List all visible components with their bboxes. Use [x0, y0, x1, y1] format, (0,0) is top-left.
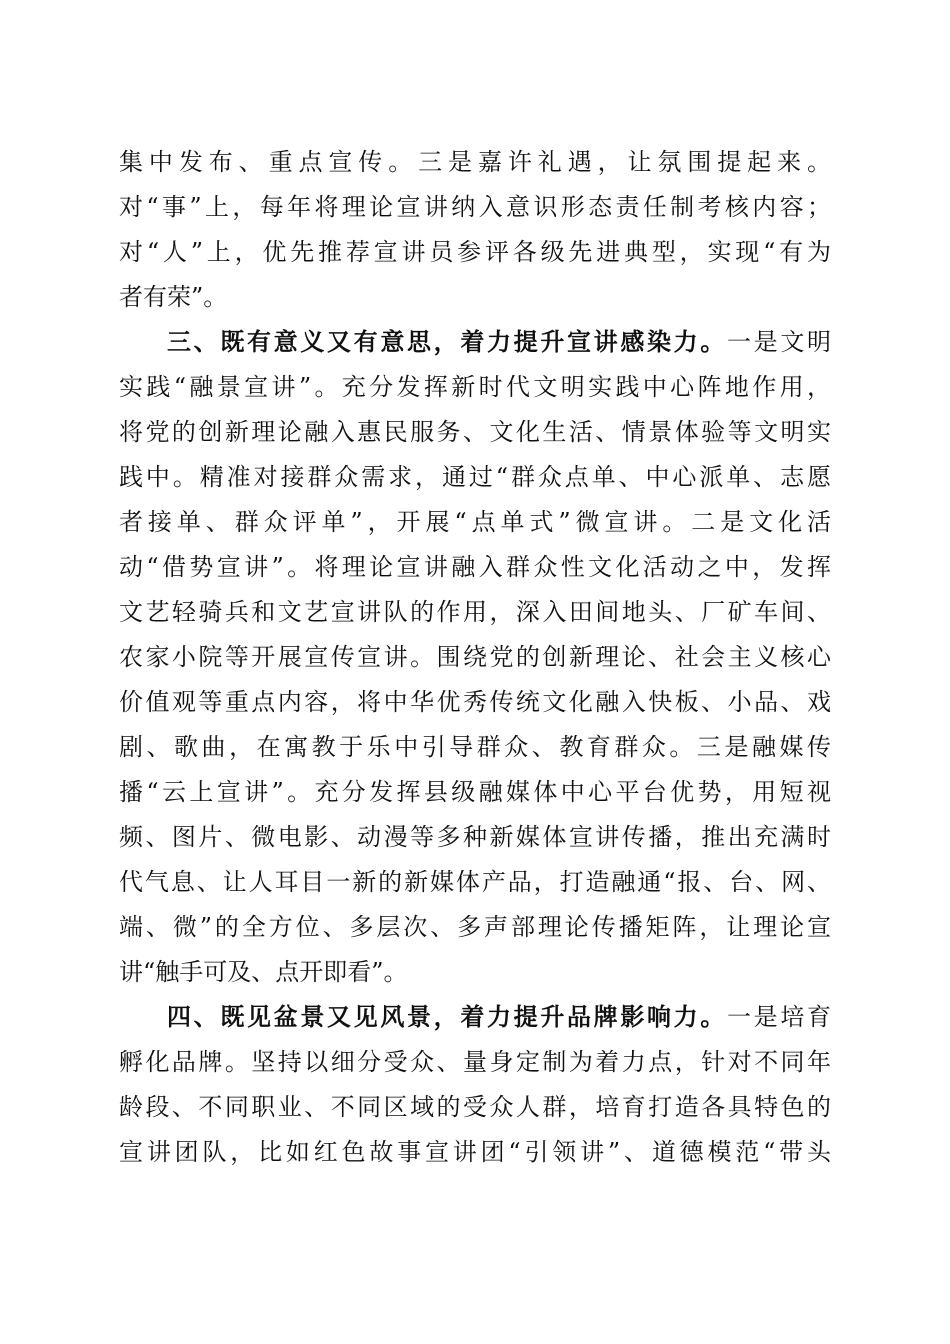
paragraph-1-line-1: 集中发布、重点宣传。三是嘉许礼遇，让氛围提起来。 — [119, 148, 831, 176]
section-3-line: 将党的创新理论融入惠民服务、文化生活、情景体验等文明实 — [119, 418, 831, 446]
section-3-first-line-rest: 一是文明 — [727, 328, 831, 356]
section-3-line: 践中。精准对接群众需求，通过“群众点单、中心派单、志愿 — [119, 463, 831, 491]
section-4-line: 宣讲团队，比如红色故事宣讲团“引领讲”、道德模范“带头 — [119, 1138, 831, 1166]
section-4-line: 龄段、不同职业、不同区域的受众人群，培育打造各具特色的 — [119, 1093, 831, 1121]
section-3-line: 文艺轻骑兵和文艺宣讲队的作用，深入田间地头、厂矿车间、 — [119, 598, 831, 626]
section-3-line: 者接单、群众评单”，开展“点单式”微宣讲。二是文化活 — [119, 508, 831, 536]
section-3-line: 价值观等重点内容，将中华优秀传统文化融入快板、小品、戏 — [119, 688, 831, 716]
section-3-line: 农家小院等开展宣传宣讲。围绕党的创新理论、社会主义核心 — [119, 643, 831, 671]
section-3-heading: 三、既有意义又有意思，着力提升宣讲感染力。 — [167, 327, 727, 356]
paragraph-1-line-2: 对“事”上，每年将理论宣讲纳入意识形态责任制考核内容； — [119, 193, 831, 221]
section-3-line: 动“借势宣讲”。将理论宣讲融入群众性文化活动之中，发挥 — [119, 553, 831, 581]
section-4-line: 孵化品牌。坚持以细分受众、量身定制为着力点，针对不同年 — [119, 1048, 831, 1076]
section-3-line: 播“云上宣讲”。充分发挥县级融媒体中心平台优势，用短视 — [119, 778, 831, 806]
section-3-line: 实践“融景宣讲”。充分发挥新时代文明实践中心阵地作用， — [119, 373, 831, 401]
section-4-first-line-rest: 一是培育 — [727, 1003, 831, 1031]
paragraph-1-line-4: 者有荣”。 — [119, 283, 228, 311]
section-4-first-line — [167, 1001, 831, 1033]
section-3-line: 代气息、让人耳目一新的新媒体产品，打造融通“报、台、网、 — [119, 868, 831, 896]
section-3-line: 端、微”的全方位、多层次、多声部理论传播矩阵，让理论宣 — [119, 913, 831, 941]
paragraph-1-line-3: 对“人”上，优先推荐宣讲员参评各级先进典型，实现“有为 — [119, 238, 831, 266]
section-3-line-last: 讲“触手可及、点开即看”。 — [119, 958, 408, 986]
section-3-line: 剧、歌曲，在寓教于乐中引导群众、教育群众。三是融媒传 — [119, 733, 831, 761]
section-3-first-line — [167, 326, 831, 358]
section-3-line: 频、图片、微电影、动漫等多种新媒体宣讲传播，推出充满时 — [119, 823, 831, 851]
section-4-heading: 四、既见盆景又见风景，着力提升品牌影响力。 — [167, 1002, 727, 1031]
